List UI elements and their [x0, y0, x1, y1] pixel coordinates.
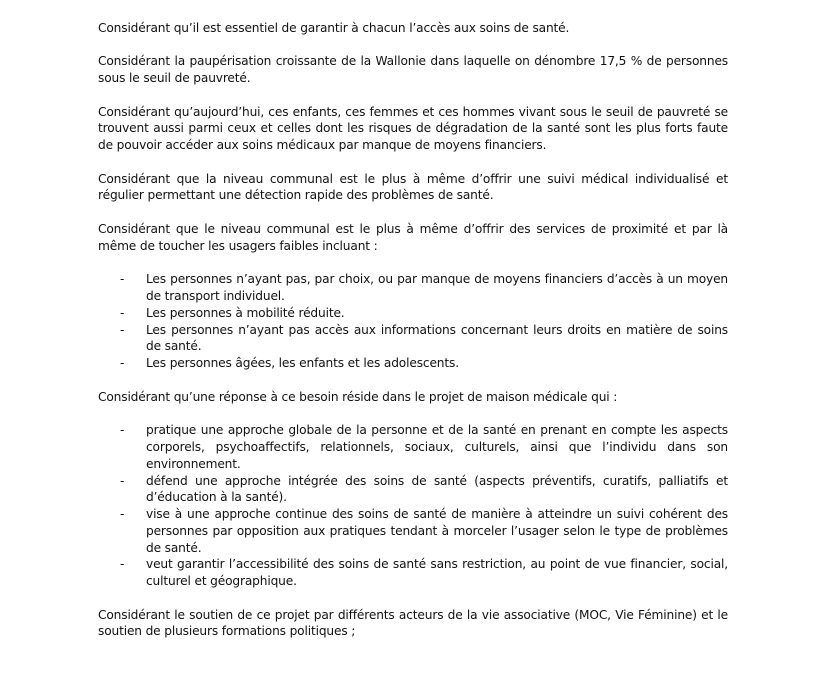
- list-item-text: Les personnes âgées, les enfants et les adolescents.: [146, 356, 459, 371]
- list-item-text: pratique une approche globale de la personne et de la santé en prenant en compte les aspects corporels, psychoaffectifs, relationnels, sociaux, culturels, ainsi que l’individu dans son environnement.: [146, 423, 728, 471]
- dash-bullet: -: [120, 507, 125, 522]
- list-item: [98, 556, 728, 590]
- dash-bullet: -: [120, 272, 125, 287]
- dash-bullet: -: [120, 356, 125, 371]
- list-item-text: Les personnes n’ayant pas accès aux informations concernant leurs droits en matière de soins de santé.: [146, 322, 728, 354]
- list-item: [98, 271, 728, 305]
- dash-bullet: -: [120, 305, 125, 320]
- list-item-text: Les personnes à mobilité réduite.: [146, 305, 345, 320]
- dash-bullet: -: [120, 473, 125, 488]
- dash-bullet: -: [120, 557, 125, 572]
- document-page: [98, 20, 728, 657]
- list-item: [98, 355, 728, 372]
- paragraph-proximity-services: Considérant que le niveau communal est le plus à même d’offrir des services de proximité et par là même de toucher les usagers faibles incluant :: [98, 221, 728, 253]
- dash-bullet: -: [120, 322, 125, 337]
- list-item: [98, 305, 728, 322]
- list-item-text: défend une approche intégrée des soins de santé (aspects préventifs, curatifs, palliatifs et d’éducation à la santé).: [146, 473, 728, 505]
- list-item: [98, 322, 728, 356]
- paragraph-project-support: Considérant le soutien de ce projet par différents acteurs de la vie associative (MOC, Vie Féminine) et le soutien de plusieurs formations politiques ;: [98, 607, 728, 639]
- list-item-text: Les personnes n’ayant pas, par choix, ou par manque de moyens financiers d’accès à un moyen de transport individuel.: [146, 272, 728, 303]
- list-item: [98, 422, 728, 472]
- paragraph-access-care: Considérant qu’il est essentiel de garantir à chacun l’accès aux soins de santé.: [98, 21, 570, 35]
- paragraph-health-risks: Considérant qu’aujourd’hui, ces enfants, ces femmes et ces hommes vivant sous le seuil de pauvreté se trouvent aussi parmi ceux et celles dont les risques de dégradation de la santé sont les plus forts faute de pouvoir accéder aux soins médicaux par manque de moyens financiers.: [98, 104, 728, 153]
- list-item-text: vise à une approche continue des soins de santé de manière à atteindre un suivi cohérent des personnes par opposition aux pratiques tendant à morceler l’usager selon le type de problèmes de santé.: [146, 507, 728, 555]
- paragraph-medical-followup: Considérant que la niveau communal est le plus à même d’offrir une suivi médical individualisé et régulier permettant une détection rapide des problèmes de santé.: [98, 171, 728, 203]
- dash-bullet: -: [120, 423, 125, 438]
- paragraph-medical-house: Considérant qu’une réponse à ce besoin réside dans le projet de maison médicale qui :: [98, 389, 618, 404]
- list-item-text: veut garantir l’accessibilité des soins de santé sans restriction, au point de vue financier, social, culturel et géographique.: [146, 557, 728, 589]
- list-item: [98, 506, 728, 556]
- list-medical-house-practices: [98, 422, 728, 590]
- list-vulnerable-users: [98, 271, 728, 372]
- paragraph-poverty: Considérant la paupérisation croissante de la Wallonie dans laquelle on dénombre 17,5 % de personnes sous le seuil de pauvreté.: [98, 54, 728, 86]
- list-item: [98, 473, 728, 507]
